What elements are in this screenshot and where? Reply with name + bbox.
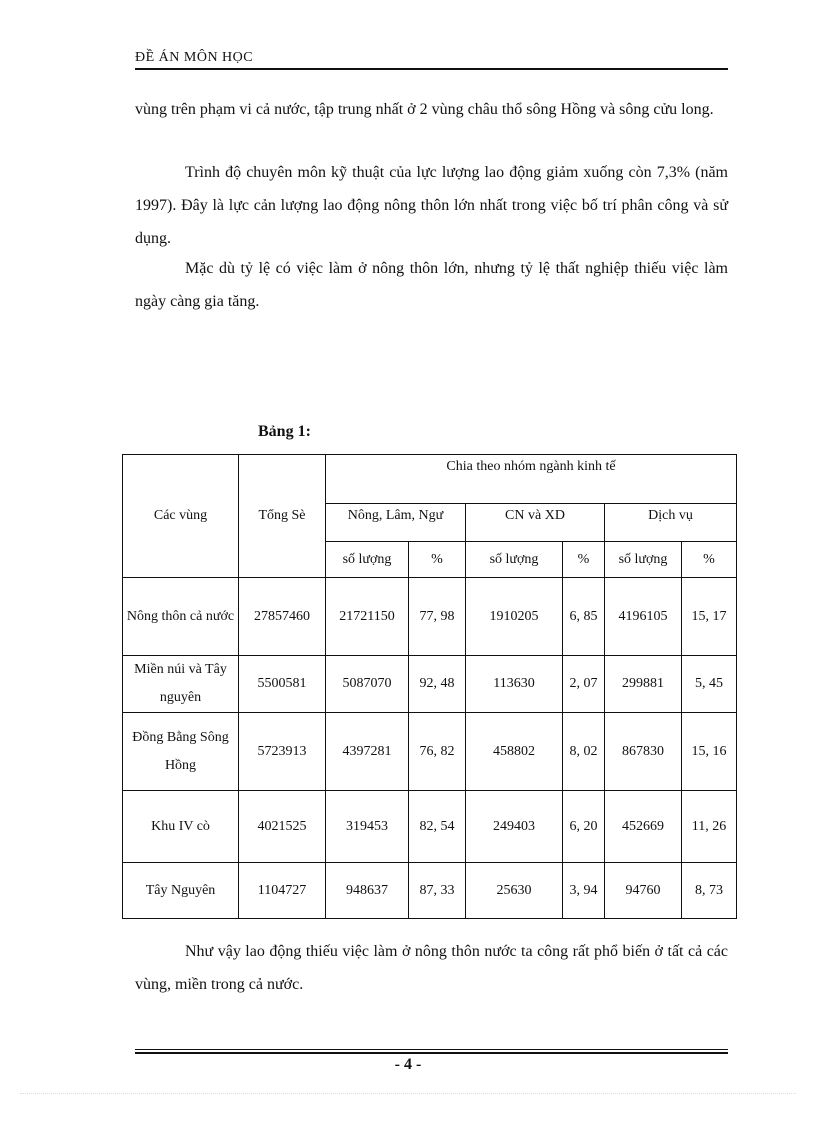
row-cn-qty: 458802	[466, 713, 563, 791]
header-sector-dv: Dịch vụ	[605, 504, 737, 542]
header-sector-cn: CN và XD	[466, 504, 605, 542]
header-rule	[135, 68, 728, 70]
footer-rule	[135, 1052, 728, 1054]
row-nln-pct: 92, 48	[409, 656, 466, 713]
row-region: Khu IV cò	[123, 791, 239, 863]
row-region: Đồng Bằng Sông Hồng	[123, 713, 239, 791]
row-nln-pct: 77, 98	[409, 578, 466, 656]
row-dv-pct: 15, 16	[682, 713, 737, 791]
subheader-qty: số lượng	[326, 542, 409, 578]
page-number: - 4 -	[394, 1056, 422, 1073]
table-row	[123, 863, 737, 919]
header-sector-nln: Nông, Lâm, Ngư	[326, 504, 466, 542]
data-table	[122, 454, 737, 919]
header-total: Tổng Sè	[239, 455, 326, 578]
header-title: ĐỀ ÁN MÔN HỌC	[135, 50, 254, 65]
subheader-qty: số lượng	[605, 542, 682, 578]
subheader-pct: %	[409, 542, 466, 578]
row-region: Miền núi và Tây nguyên	[123, 656, 239, 713]
header-group: Chia theo nhóm ngành kinh tế	[326, 455, 737, 504]
row-nln-qty: 948637	[326, 863, 409, 919]
closing-paragraph: Như vậy lao động thiếu việc làm ở nông thôn nước ta công rất phổ biến ở tất cả các vùng, miền trong cả nước.	[135, 943, 728, 993]
row-cn-pct: 8, 02	[563, 713, 605, 791]
row-total: 27857460	[239, 578, 326, 656]
row-cn-qty: 113630	[466, 656, 563, 713]
table-row	[123, 578, 737, 656]
table-row	[123, 656, 737, 713]
row-dv-qty: 299881	[605, 656, 682, 713]
row-total: 5500581	[239, 656, 326, 713]
table-caption: Bảng 1:	[258, 423, 311, 440]
table-row	[123, 791, 737, 863]
paragraph-1: vùng trên phạm vi cả nước, tập trung nhất ở 2 vùng châu thổ sông Hồng và sông cửu long.	[135, 101, 714, 118]
row-nln-pct: 82, 54	[409, 791, 466, 863]
row-cn-qty: 249403	[466, 791, 563, 863]
row-cn-qty: 1910205	[466, 578, 563, 656]
row-dv-qty: 4196105	[605, 578, 682, 656]
row-cn-pct: 2, 07	[563, 656, 605, 713]
row-nln-pct: 87, 33	[409, 863, 466, 919]
row-nln-qty: 319453	[326, 791, 409, 863]
row-cn-pct: 6, 20	[563, 791, 605, 863]
row-dv-pct: 11, 26	[682, 791, 737, 863]
row-dv-qty: 452669	[605, 791, 682, 863]
table-row	[123, 713, 737, 791]
row-cn-pct: 3, 94	[563, 863, 605, 919]
subheader-qty: số lượng	[466, 542, 563, 578]
paragraph-2: Trình độ chuyên môn kỹ thuật của lực lượng lao động giảm xuống còn 7,3% (năm 1997). Đây là lực cản lượng lao động nông thôn lớn nhất trong việc bố trí phân công và sử dụng.	[135, 164, 728, 247]
row-nln-qty: 4397281	[326, 713, 409, 791]
row-total: 5723913	[239, 713, 326, 791]
footer-rule	[135, 1049, 728, 1050]
row-dv-pct: 5, 45	[682, 656, 737, 713]
subheader-pct: %	[682, 542, 737, 578]
row-dv-qty: 94760	[605, 863, 682, 919]
row-total: 1104727	[239, 863, 326, 919]
row-nln-qty: 5087070	[326, 656, 409, 713]
paragraph-3: Mặc dù tỷ lệ có việc làm ở nông thôn lớn, nhưng tỷ lệ thất nghiệp thiếu việc làm ngày càng gia tăng.	[135, 260, 728, 310]
row-dv-qty: 867830	[605, 713, 682, 791]
page-bottom-border	[20, 1093, 796, 1094]
row-nln-pct: 76, 82	[409, 713, 466, 791]
row-cn-qty: 25630	[466, 863, 563, 919]
row-nln-qty: 21721150	[326, 578, 409, 656]
row-total: 4021525	[239, 791, 326, 863]
row-dv-pct: 8, 73	[682, 863, 737, 919]
row-cn-pct: 6, 85	[563, 578, 605, 656]
row-dv-pct: 15, 17	[682, 578, 737, 656]
header-region: Các vùng	[123, 455, 239, 578]
subheader-pct: %	[563, 542, 605, 578]
row-region: Tây Nguyên	[123, 863, 239, 919]
row-region: Nông thôn cả nước	[123, 578, 239, 656]
